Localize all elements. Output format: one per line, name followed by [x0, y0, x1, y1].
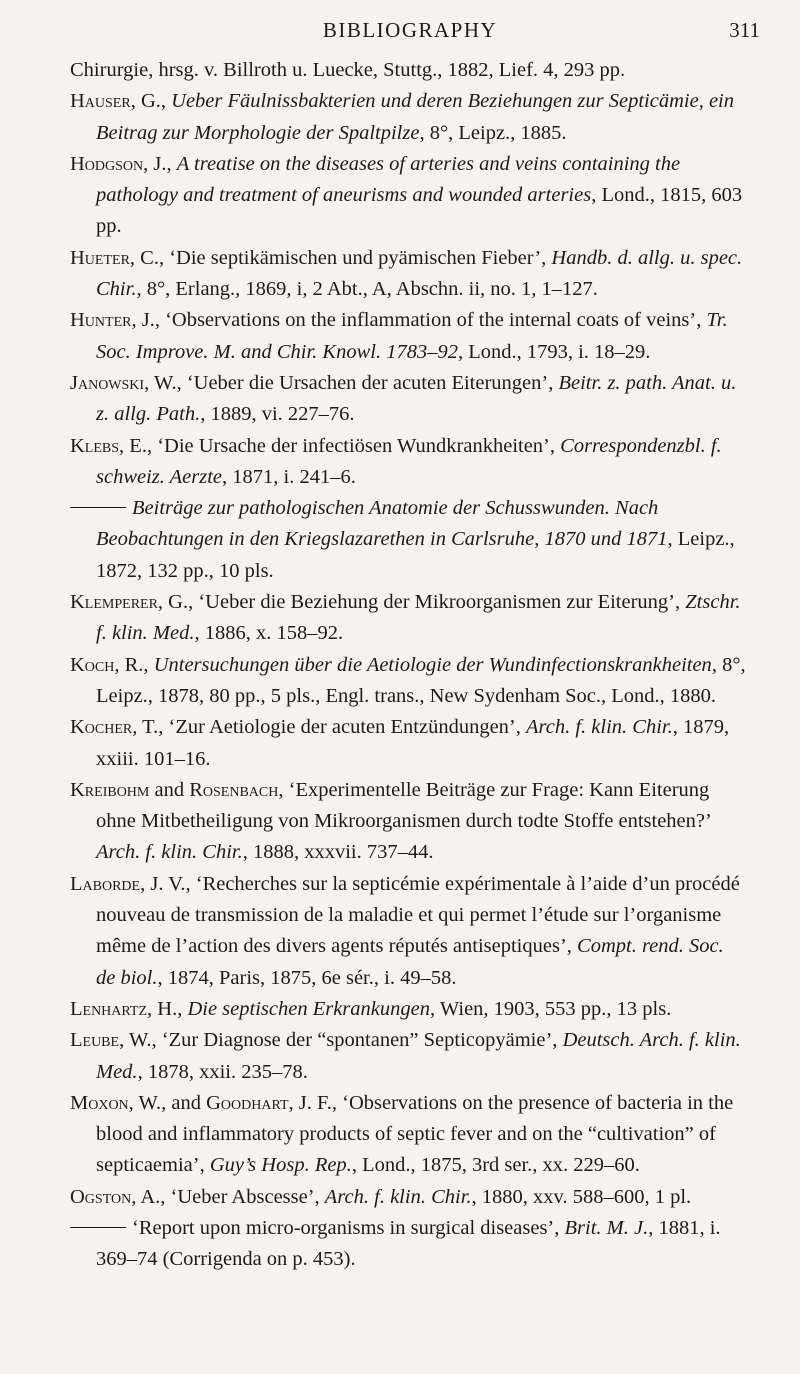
bibliography-entry: Klemperer, G., ‘Ueber die Beziehung der Mikroorganismen zur Eiterung’, Ztschr. f. klin. Med., 1886, x. 158–92. — [70, 591, 741, 645]
bibliography-entry: Hunter, J., ‘Observations on the inflammation of the internal coats of veins’, Tr. Soc. Improve. M. and Chir. Knowl. 1783–92, Lond., 1793, i. 18–29. — [70, 309, 728, 363]
author-name: Hunter — [70, 309, 132, 332]
page-number: 311 — [729, 18, 760, 42]
bibliography-entry: Hodgson, J., A treatise on the diseases of arteries and veins containing the pathology and treatment of aneurisms and wounded arteries, Lond., 1815, 603 pp. — [70, 152, 743, 238]
bibliography-list — [70, 55, 748, 1276]
bibliography-entry: Klebs, E., ‘Die Ursache der infectiösen Wundkrankheiten’, Correspondenzbl. f. schweiz. Aerzte, 1871, i. 241–6. — [70, 434, 722, 488]
author-name: Hodgson — [70, 152, 144, 175]
bibliography-entry: Hueter, C., ‘Die septikämischen und pyämischen Fieber’, Handb. d. allg. u. spec. Chir., 8°, Erlang., 1869, i, 2 Abt., A, Abschn. ii, no. 1, 1–127. — [70, 246, 743, 301]
author-name: Laborde — [70, 872, 141, 895]
author-name: Koch — [70, 653, 115, 676]
bibliography-entry: Lenhartz, H., Die septischen Erkrankungen, Wien, 1903, 553 pp., 13 pls. — [70, 997, 672, 1020]
author-name: Lenhartz — [70, 997, 148, 1020]
author-name: Hueter — [70, 246, 130, 269]
bibliography-entry: Moxon, W., and Goodhart, J. F., ‘Observations on the presence of bacteria in the blood and inflammatory products of septic fever and on the “cultivation” of septicaemia’, Guy’s Hosp. Rep., Lond., 1875, 3rd ser., xx. 229–60. — [70, 1091, 734, 1177]
author-name: Goodhart — [206, 1091, 289, 1114]
bibliography-entry: Koch, R., Untersuchungen über die Aetiologie der Wundinfectionskrankheiten, 8°, Leipz., 1878, 80 pp., 5 pls., Engl. trans., New Sydenham Soc., Lond., 1880. — [70, 653, 746, 707]
author-name: Leube — [70, 1029, 120, 1052]
bibliography-entry: Ogston, A., ‘Ueber Abscesse’, Arch. f. klin. Chir., 1880, xxv. 588–600, 1 pl. — [70, 1185, 692, 1208]
author-name: Rosenbach — [189, 778, 279, 801]
bibliography-entry: Kreibohm and Rosenbach, ‘Experimentelle Beiträge zur Frage: Kann Eiterung ohne Mitbetheiligung von Mikroorganismen durch todte Stoffe entstehen?’ Arch. f. klin. Chir., 1888, xxxvii. 737–44. — [70, 778, 711, 864]
bibliography-entry: Beiträge zur pathologischen Anatomie der Schusswunden. Nach Beobachtungen in den Kriegslazarethen in Carlsruhe, 1870 und 1871, Leipz., 1872, 132 pp., 10 pls. — [70, 493, 748, 587]
author-name: Klebs — [70, 434, 120, 457]
running-head-title: BIBLIOGRAPHY — [322, 18, 498, 42]
author-name: Moxon — [70, 1091, 129, 1114]
author-name: Ogston — [70, 1185, 132, 1208]
author-name: Hauser — [70, 90, 131, 113]
ditto-dash — [70, 507, 126, 508]
bibliography-entry: Chirurgie, hrsg. v. Billroth u. Luecke, Stuttg., 1882, Lief. 4, 293 pp. — [70, 59, 626, 81]
ditto-dash — [70, 1227, 126, 1228]
bibliography-entry: Kocher, T., ‘Zur Aetiologie der acuten Entzündungen’, Arch. f. klin. Chir., 1879, xxiii. 101–16. — [70, 716, 730, 770]
running-head — [60, 14, 760, 54]
bibliography-entry: Janowski, W., ‘Ueber die Ursachen der acuten Eiterungen’, Beitr. z. path. Anat. u. z. allg. Path., 1889, vi. 227–76. — [70, 371, 737, 426]
bibliography-entry: Laborde, J. V., ‘Recherches sur la septicémie expérimentale à l’aide d’un procédé nouveau de transmission de la maladie et qui permet l’étude sur l’organisme même de l’action des divers agents réputés antiseptiques’, Compt. rend. Soc. de biol., 1874, Paris, 1875, 6e sér., i. 49–58. — [70, 872, 740, 989]
bibliography-entry: ‘Report upon micro-organisms in surgical diseases’, Brit. M. J., 1881, i. 369–74 (Corrigenda on p. 453). — [70, 1213, 748, 1276]
author-name: Janowski — [70, 371, 145, 394]
bibliography-entry: Leube, W., ‘Zur Diagnose der “spontanen” Septicopyämie’, Deutsch. Arch. f. klin. Med., 1878, xxii. 235–78. — [70, 1029, 741, 1083]
author-name: Kreibohm — [70, 778, 150, 801]
author-name: Klemperer — [70, 591, 158, 614]
bibliography-entry: Hauser, G., Ueber Fäulnissbakterien und deren Beziehungen zur Septicämie, ein Beitrag zur Morphologie der Spaltpilze, 8°, Leipz., 1885. — [70, 90, 734, 144]
author-name: Kocher — [70, 716, 133, 739]
